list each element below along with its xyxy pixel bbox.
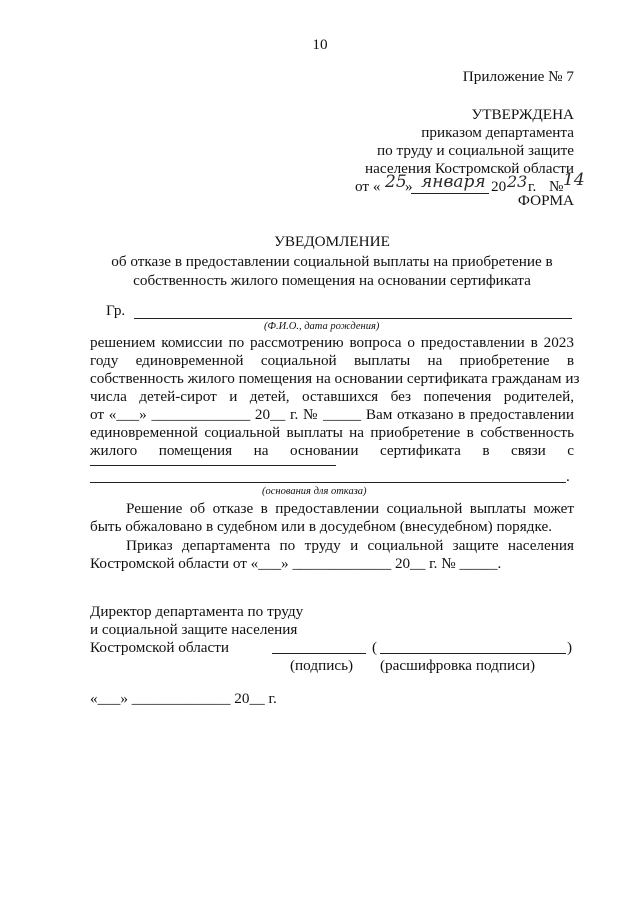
notice-subtitle-2: собственность жилого помещения на основании сертификата — [133, 272, 531, 289]
form-label: ФОРМА — [517, 192, 574, 209]
notice-title: УВЕДОМЛЕНИЕ — [274, 233, 390, 250]
decode-paren-close: ) — [567, 639, 573, 656]
order-line-1: Приказ департамента по труду и социальной защите населения — [126, 537, 574, 554]
signature-fill-line — [272, 653, 366, 654]
number-sign: № — [549, 178, 564, 195]
approval-line-1: приказом департамента — [421, 124, 574, 141]
signatory-line-2: и социальной защите населения — [90, 621, 298, 638]
date-quote-close: » — [405, 178, 413, 195]
body-line-2: году единовременной социальной выплаты на приобретение в — [90, 352, 574, 369]
page-number: 10 — [312, 36, 328, 53]
decode-fill-line — [380, 653, 566, 654]
body-line-6: единовременной социальной выплаты на приобретение в собственность — [90, 424, 574, 441]
date-month-handwritten: января — [421, 172, 486, 192]
notice-subtitle-1: об отказе в предоставлении социальной выплаты на приобретение в — [111, 253, 553, 270]
citizen-prefix: Гр. — [106, 302, 126, 319]
body-line-7: жилого помещения на основании сертификата в связи с — [90, 442, 574, 459]
body-line-4: числа детей-сирот и детей, оставшихся без попечения родителей, — [90, 388, 574, 405]
approval-title: УТВЕРЖДЕНА — [471, 106, 574, 123]
signature-caption: (подпись) — [290, 657, 354, 674]
appeal-line-2: быть обжаловано в судебном или в досудебном (внесудебном) порядке. — [90, 518, 553, 535]
body-line-3: собственность жилого помещения на основании сертификата гражданам из — [90, 370, 580, 387]
reason-fill-line-1 — [90, 465, 336, 466]
appendix-label: Приложение № 7 — [462, 68, 574, 85]
citizen-caption: (Ф.И.О., дата рождения) — [264, 321, 380, 332]
citizen-fill-line — [134, 318, 572, 319]
date-year-prefix: 20 — [491, 178, 507, 195]
date-year-handwritten: 23 — [507, 172, 528, 191]
body-line-1: решением комиссии по рассмотрению вопроса о предоставлении в 2023 — [90, 334, 574, 351]
date-prefix: от « — [355, 178, 381, 195]
reason-caption: (основания для отказа) — [262, 486, 367, 497]
reason-fill-line-2 — [90, 482, 566, 483]
signatory-line-1: Директор департамента по труду — [90, 603, 304, 620]
decode-paren-open: ( — [372, 639, 378, 656]
order-line-2: Костромской области от «___» _____________ 20__ г. № _____. — [90, 555, 502, 572]
approval-line-3: населения Костромской области — [365, 160, 574, 177]
footer-date: «___» _____________ 20__ г. — [90, 690, 277, 707]
approval-line-2: по труду и социальной защите — [377, 142, 574, 159]
decode-caption: (расшифровка подписи) — [380, 657, 536, 674]
reason-period: . — [566, 468, 570, 485]
signatory-line-3: Костромской области — [90, 639, 230, 656]
appeal-line-1: Решение об отказе в предоставлении социальной выплаты может — [126, 500, 574, 517]
date-day-handwritten: 25 — [385, 172, 407, 192]
date-year-suffix: г. — [528, 178, 537, 195]
body-line-5: от «___» _____________ 20__ г. № _____ Вам отказано в предоставлении — [90, 406, 574, 423]
order-number-handwritten: 14 — [563, 170, 585, 190]
